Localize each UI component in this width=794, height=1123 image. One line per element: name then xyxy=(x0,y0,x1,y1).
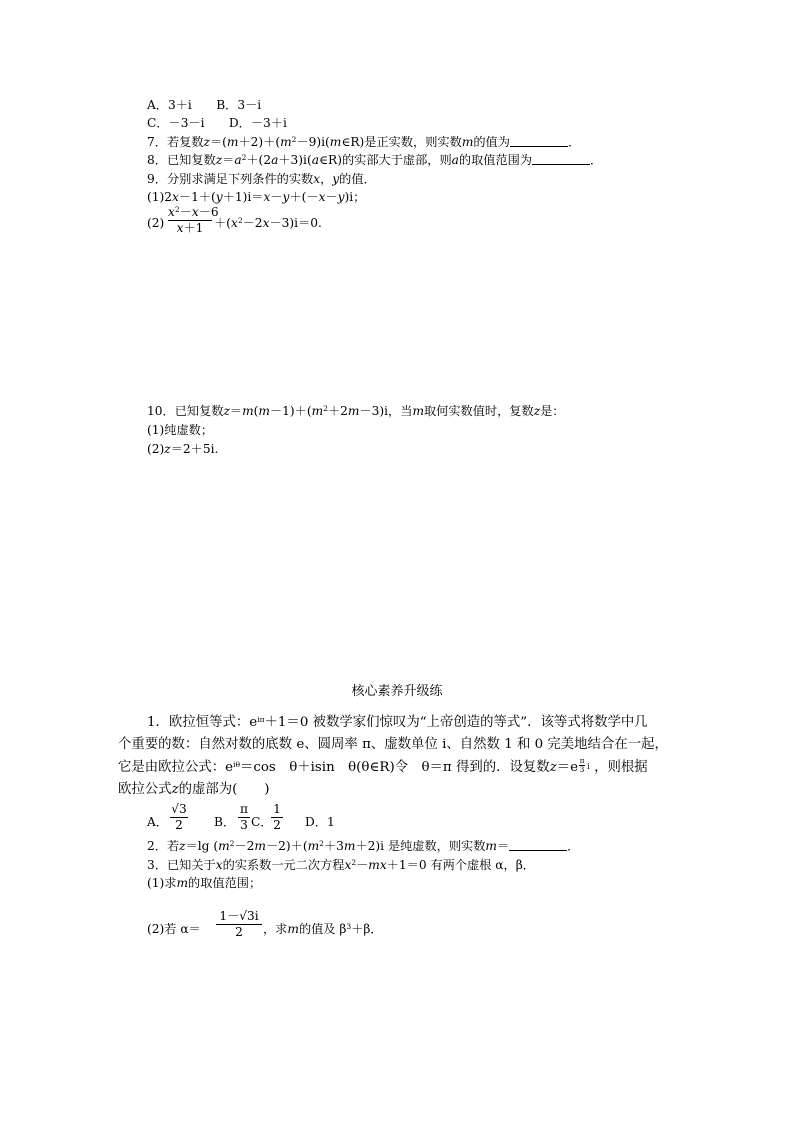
option-c-label: C． xyxy=(251,815,273,829)
answer-blank-8[interactable] xyxy=(532,153,590,165)
core-question-3-part-2-rest: ，求m的值及 $\beta^3+\beta$． xyxy=(263,922,383,936)
core-question-1-line-3: 它是由欧拉公式：$e^{i\theta}=\cos$ θ＋isin θ(θ∈R)令 θ＝π 得到的．设复数z＝e π 3 i ，则根据 xyxy=(118,757,648,775)
option-a-label: A． xyxy=(147,815,168,829)
core-question-3-part-1: (1)求m的取值范围； xyxy=(147,876,262,890)
option-b-label: B． xyxy=(214,815,236,829)
core-question-3: 3．已知关于x的实系数一元二次方程$x^2-mx+1=0$ 有两个虚根 α，β． xyxy=(147,858,535,872)
question-9-part-1: (1)2x－1＋(y＋1)i＝x－y＋(－x－y)i； xyxy=(147,190,366,204)
alpha-fraction: 1－√3i 2 xyxy=(216,910,262,939)
question-9-fraction xyxy=(168,205,219,235)
question-9-part-2-label: (2) xyxy=(147,216,165,230)
section-title: 核心素养升级练 xyxy=(351,684,443,699)
question-10-part-1: (1)纯虚数； xyxy=(147,423,214,437)
option-d: D．1 xyxy=(305,815,335,829)
fraction-denominator: x＋1 xyxy=(176,221,204,235)
core-question-1-line-2: 个重要的数：自然对数的底数 e、圆周率 π、虚数单位 i、自然数 1 和 0 完美地结合在一起， xyxy=(118,737,668,752)
core-question-1-line-1: 1．欧拉恒等式：$e^{i\pi}+1=0$ 被数学家们惊叹为“上帝创造的等式”．该等式将数学中几 xyxy=(147,715,648,730)
answer-blank-core-2[interactable] xyxy=(509,839,567,851)
option-b-fraction: π 3 xyxy=(239,802,248,832)
core-question-1-line-4: 欧拉公式z的虚部为( ) xyxy=(118,782,270,797)
answer-blank-7[interactable] xyxy=(510,135,568,147)
question-10: 10．已知复数$z=m(m-1)+(m^2+2m-3)i$，当m取何实数值时，复数z是： xyxy=(147,404,565,418)
option-a-fraction: √3 2 xyxy=(171,802,187,832)
fraction-numerator: $x^2-x-6$ xyxy=(168,205,219,219)
question-10-part-2: (2)z＝2＋5i. xyxy=(147,442,219,456)
core-question-3-part-2-prefix: (2)若 α＝ xyxy=(147,922,201,936)
options-line-ab: A．3＋i B．3－i xyxy=(147,98,262,112)
options-line-cd: C．－3－i D．－3＋i xyxy=(147,116,287,130)
core-question-2: 2．若z＝lg $(m^2-2m-2)+(m^2+3m+2)i$ 是纯虚数，则实数m＝ ． xyxy=(147,839,580,853)
option-c-fraction: 1 2 xyxy=(271,803,283,832)
question-8: 8．已知复数$z=a^2+(2a+3)i(a\in R)$的实部大于虚部，则a的取值范围为 ． xyxy=(147,153,603,167)
exponent-fraction: π 3 i xyxy=(579,757,590,774)
question-9-part-2-rest: $+(x^2-2x-3)i=0$. xyxy=(214,216,322,230)
question-7: 7．若复数$z=(m+2)+(m^2-9)i(m\in R)$是正实数，则实数m的值为 ． xyxy=(147,135,581,149)
question-9: 9．分别求满足下列条件的实数x，y的值． xyxy=(147,172,376,186)
